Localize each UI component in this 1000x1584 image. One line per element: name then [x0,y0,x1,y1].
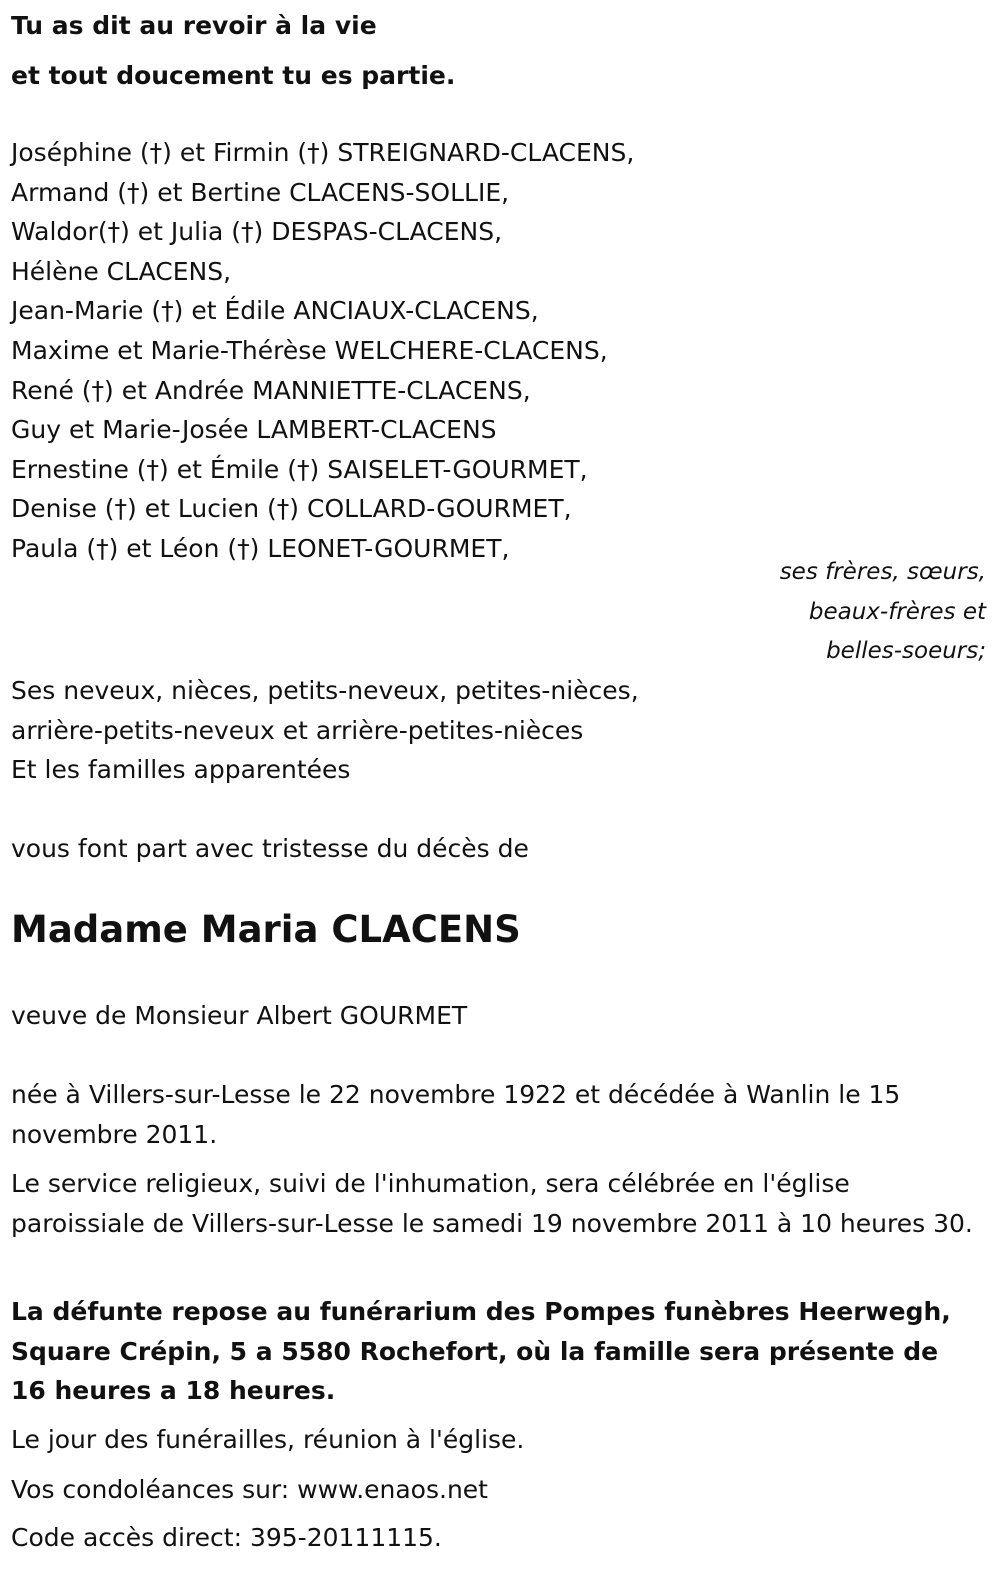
family-member: Joséphine (†) et Firmin (†) STREIGNARD-CLACENS, [11,138,635,167]
extended-family-line: Ses neveux, nièces, petits-neveux, petites-nièces, [11,676,639,705]
announcement-text: vous font part avec tristesse du décès de [11,834,529,863]
relation-line: belles-soeurs; [826,638,986,665]
extended-family-line: arrière-petits-neveux et arrière-petites-nièces [11,715,584,745]
family-member: Jean-Marie (†) et Édile ANCIAUX-CLACENS, [11,296,539,326]
condolences-link[interactable]: Vos condoléances sur: www.enaos.net [11,1475,488,1504]
family-list [11,133,634,569]
deceased-name: Madame Maria CLACENS [11,908,521,951]
relation-line: beaux-frères et [808,598,986,625]
family-member: Paula (†) et Léon (†) LEONET-GOURMET, [11,533,510,563]
funerarium-details: La défunte repose au funérarium des Pompes funèbres Heerwegh, Square Crépin, 5 a 5580 Rochefort, où la famille sera présente de 16 heures a 18 heures. [11,1297,951,1406]
poem-line-2: et tout doucement tu es partie. [11,61,456,90]
funeral-day-note: Le jour des funérailles, réunion à l'église. [11,1425,525,1454]
extended-family-line: Et les familles apparentées [11,755,351,785]
birth-death-details: née à Villers-sur-Lesse le 22 novembre 1922 et décédée à Wanlin le 15 novembre 2011. [11,1080,901,1149]
access-code: Code accès direct: 395-20111115. [11,1523,442,1552]
service-details: Le service religieux, suivi de l'inhumation, sera célébrée en l'église paroissiale de Villers-sur-Lesse le samedi 19 novembre 2011 à 10 heures 30. [11,1169,973,1238]
family-member: Armand (†) et Bertine CLACENS-SOLLIE, [11,177,510,207]
relation-line: ses frères, sœurs, [779,559,986,585]
family-member: Maxime et Marie-Thérèse WELCHERE-CLACENS, [11,335,608,365]
family-member: Guy et Marie-Josée LAMBERT-CLACENS [11,415,497,445]
family-member: Ernestine (†) et Émile (†) SAISELET-GOURMET, [11,454,588,484]
family-relation [780,553,986,672]
family-member: Waldor(†) et Julia (†) DESPAS-CLACENS, [11,217,503,247]
widow-of: veuve de Monsieur Albert GOURMET [11,1001,468,1030]
family-member: Hélène CLACENS, [11,256,232,286]
family-member: René (†) et Andrée MANNIETTE-CLACENS, [11,375,531,405]
poem-line-1: Tu as dit au revoir à la vie [11,11,377,40]
family-member: Denise (†) et Lucien (†) COLLARD-GOURMET, [11,494,572,524]
extended-family [11,671,639,790]
